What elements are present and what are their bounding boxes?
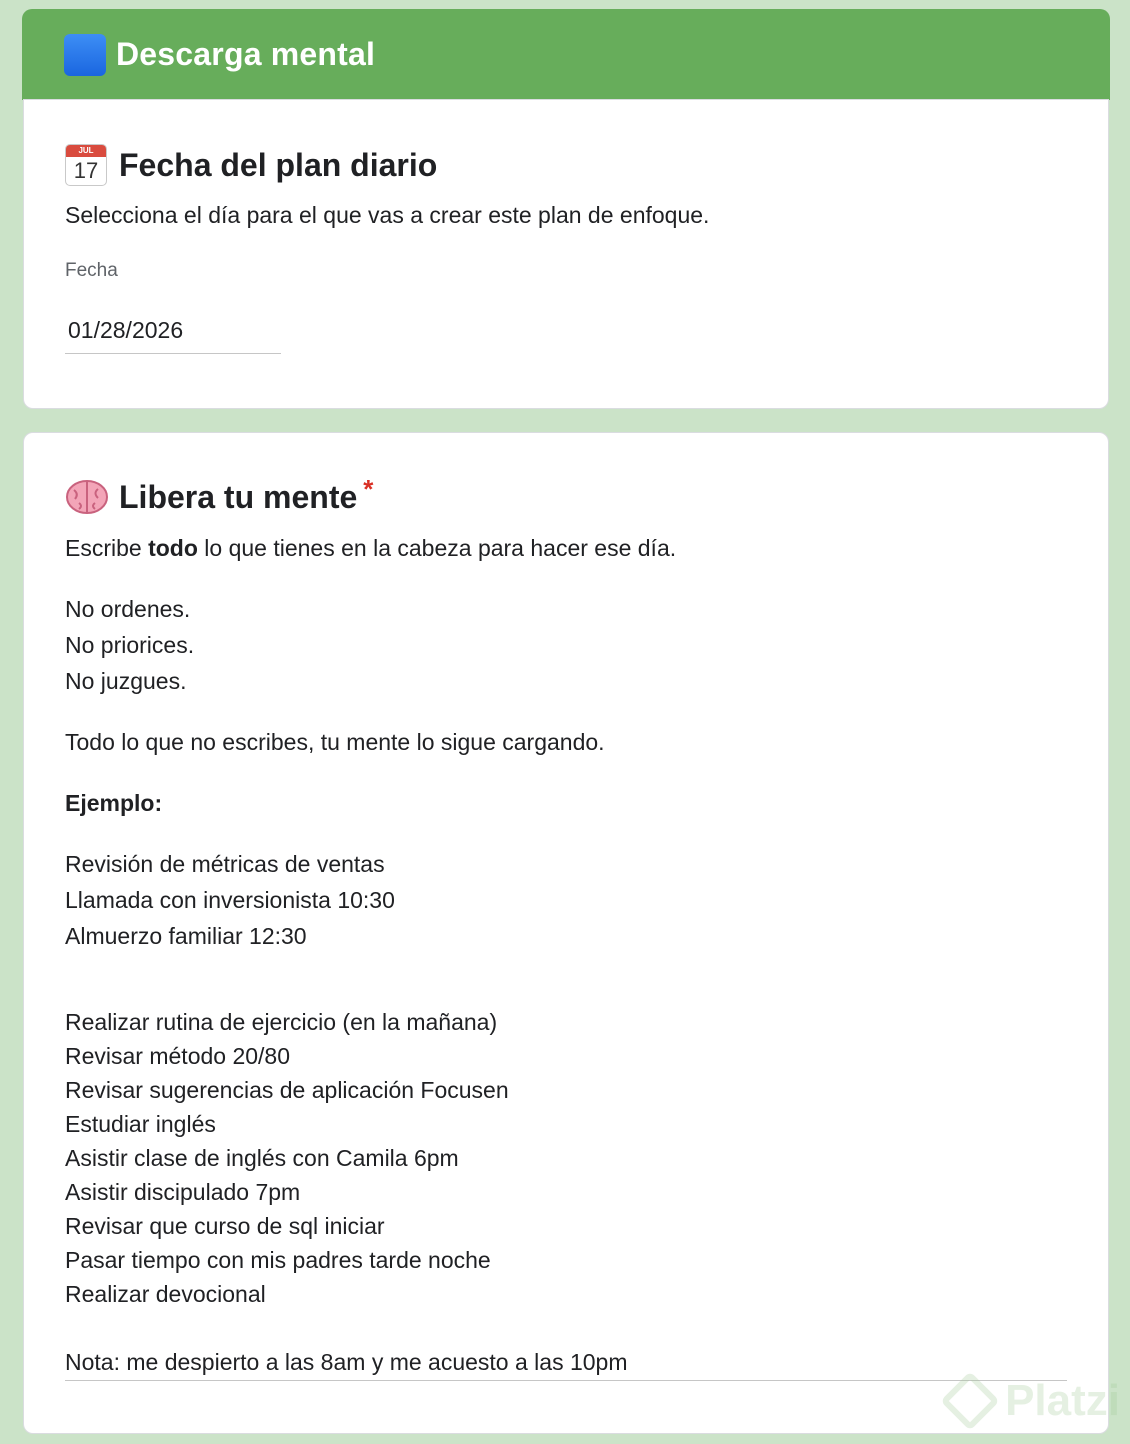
section-header [22,9,1110,100]
date-question-title [65,144,437,186]
intro-part-1: Escribe [65,535,149,561]
date-question-description: Selecciona el día para el que vas a crear este plan de enfoque. [65,202,710,228]
calendar-icon [65,144,107,186]
answer-underline [65,1380,1067,1381]
rule-item: No ordenes. [65,596,191,622]
calendar-icon-day: 17 [73,158,99,183]
watermark-text: Platzi [1005,1376,1120,1425]
mind-question-intro [65,530,676,566]
brain-icon [65,477,109,517]
required-asterisk: * [363,473,374,504]
mind-question-title [65,473,374,517]
date-field-label: Fecha [65,260,118,281]
rule-item: No juzgues. [65,668,187,694]
calendar-icon-month: JUL [66,145,106,157]
example-item: Almuerzo familiar 12:30 [65,923,307,949]
date-question-title-text: Fecha del plan diario [119,146,438,183]
closing-text: Todo lo que no escribes, tu mente lo sigue cargando. [65,729,605,755]
mind-question-card [23,432,1109,1434]
example-label: Ejemplo: [65,790,163,816]
answer-textarea[interactable]: Realizar rutina de ejercicio (en la mañana) Revisar método 20/80 Revisar sugerencias de aplicación Focusen Estudiar inglés Asistir clase de inglés con Camila 6pm Asistir discipulado 7pm Revisar que curso de sql iniciar Pasar tiempo con mis padres tarde noche Realizar devocional Nota: me despierto a las 8am y me acuesto a las 10pm [65,1009,628,1375]
mind-question-title-text: Libera tu mente [119,478,358,515]
section-title: Descarga mental [116,36,376,72]
date-input[interactable] [65,308,281,354]
intro-bold-word: todo [148,535,198,561]
intro-part-2: lo que tienes en la cabeza para hacer ese día. [197,535,677,561]
date-question-card [23,99,1109,409]
blue-square-icon [64,34,106,76]
platzi-logo-icon [940,1371,999,1430]
platzi-watermark [949,1376,1120,1426]
example-item: Llamada con inversionista 10:30 [65,887,395,913]
example-item: Revisión de métricas de ventas [65,851,385,877]
rule-item: No priorices. [65,632,195,658]
